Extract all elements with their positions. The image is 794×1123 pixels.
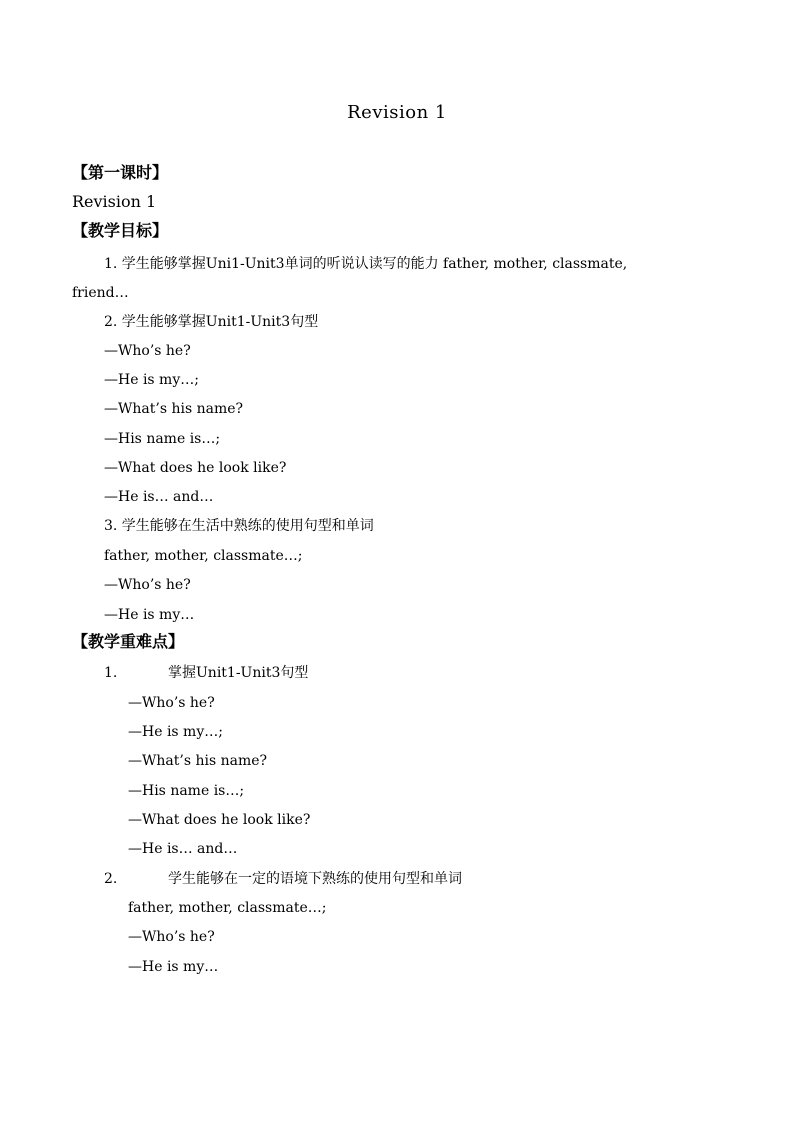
objective-item-2: 2. 学生能够掌握Unit1-Unit3句型 xyxy=(104,314,319,330)
objective-item-1-line-1: 1. 学生能够掌握Uni1-Unit3单词的听说认读写的能力 father, mother, classmate, xyxy=(104,256,628,272)
section-heading-key-points: 【教学重难点】 xyxy=(72,632,185,651)
keypoint-2-line: father, mother, classmate…; xyxy=(128,900,327,916)
keypoint-1-line: —His name is…; xyxy=(128,783,245,799)
keypoint-item-1-text: 掌握Unit1-Unit3句型 xyxy=(168,665,309,681)
keypoint-1-line: —He is my…; xyxy=(128,724,223,740)
keypoint-2-line: —Who’s he? xyxy=(128,929,215,945)
objective-2-line: —He is… and… xyxy=(104,489,214,505)
objective-item-1-line-2: friend… xyxy=(72,285,129,301)
objective-2-line: —He is my…; xyxy=(104,372,199,388)
keypoint-1-line: —He is… and… xyxy=(128,841,238,857)
objective-2-line: —What does he look like? xyxy=(104,460,287,476)
section-heading-first-lesson: 【第一课时】 xyxy=(72,163,169,182)
keypoint-1-line: —Who’s he? xyxy=(128,695,215,711)
keypoint-item-2-number: 2. xyxy=(104,871,118,887)
document-title: Revision 1 xyxy=(347,102,447,123)
objective-2-line: —Who’s he? xyxy=(104,343,191,359)
keypoint-item-1-number: 1. xyxy=(104,665,118,681)
keypoint-2-line: —He is my… xyxy=(128,959,219,975)
objective-item-3: 3. 学生能够在生活中熟练的使用句型和单词 xyxy=(104,518,374,534)
objective-3-line: —Who’s he? xyxy=(104,577,191,593)
objective-2-line: —His name is…; xyxy=(104,431,221,447)
section-heading-objectives: 【教学目标】 xyxy=(72,221,169,240)
objective-2-line: —What’s his name? xyxy=(104,401,244,417)
objective-3-line: father, mother, classmate…; xyxy=(104,548,303,564)
lesson-subtitle: Revision 1 xyxy=(72,192,157,211)
keypoint-1-line: —What’s his name? xyxy=(128,753,268,769)
keypoint-1-line: —What does he look like? xyxy=(128,812,311,828)
keypoint-item-2-text: 学生能够在一定的语境下熟练的使用句型和单词 xyxy=(168,871,462,887)
objective-3-line: —He is my… xyxy=(104,607,195,623)
